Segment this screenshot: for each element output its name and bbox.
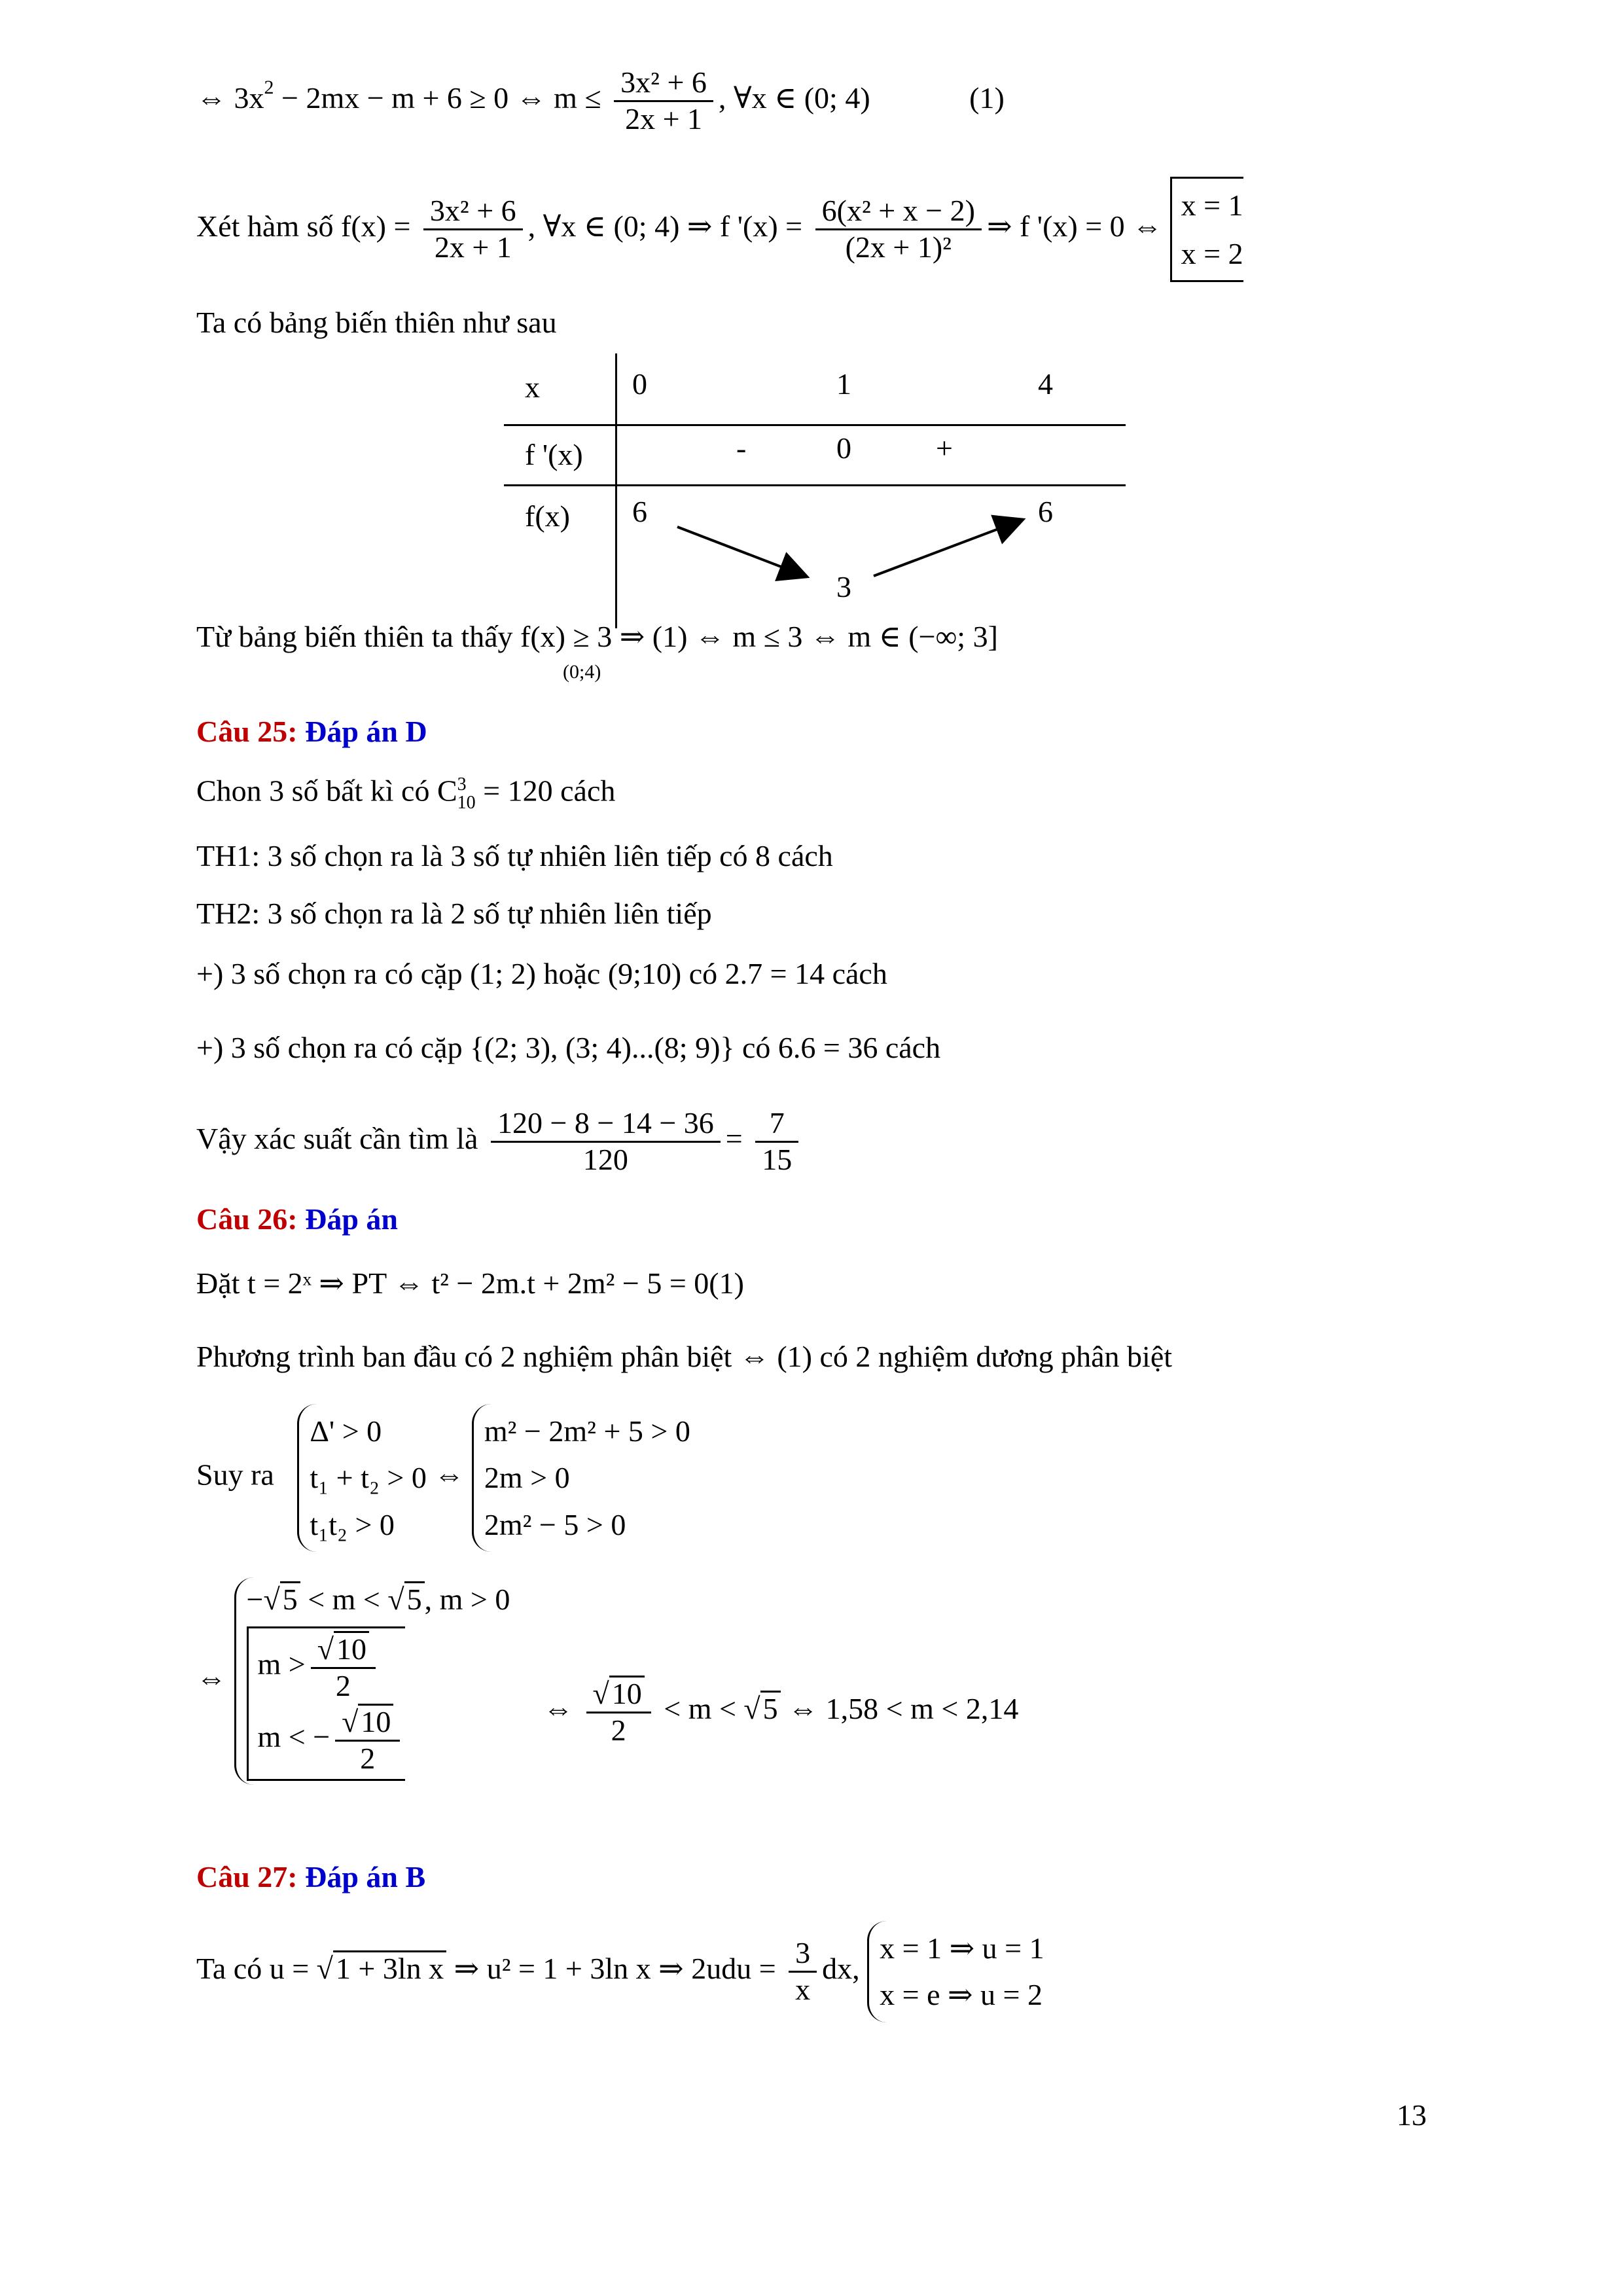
decrease-arrow: [677, 527, 805, 576]
table-header-value: 1: [836, 367, 851, 401]
line-text: ⇒ f '(x) = 0 ⇔: [986, 209, 1163, 243]
system-line: [196, 1404, 690, 1552]
exponent: 2: [264, 76, 274, 98]
denominator: (2x + 1)²: [845, 230, 952, 264]
subscript-domain: (0;4): [563, 661, 601, 683]
denominator: 120: [582, 1142, 628, 1176]
paragraph: Ta có bảng biến thiên như sau: [196, 306, 557, 339]
combination-indices: [457, 776, 476, 812]
numerator: 6(x² + x − 2): [815, 194, 982, 230]
union-bracket: [247, 1626, 406, 1781]
condition-system: [297, 1404, 427, 1552]
system-line: [196, 1577, 510, 1785]
bound: x = e ⇒ u = 2: [880, 1978, 1043, 2012]
numerator: 7: [755, 1106, 798, 1143]
iff-sign: ⇔: [434, 1458, 465, 1492]
table-header-value: 0: [632, 367, 647, 401]
solution-bracket: [1170, 177, 1243, 282]
probability-line: [196, 1106, 804, 1177]
sqrt-radicand: 1 + 3ln x: [333, 1950, 446, 1986]
line-text: Ta có u =: [196, 1951, 317, 1985]
denominator: 2: [360, 1741, 376, 1775]
iff-sign: ⇔: [196, 1660, 226, 1695]
line-text: dx,: [822, 1951, 860, 1985]
question-heading: [196, 1204, 398, 1234]
line-text: ⇔ 3x: [196, 81, 264, 115]
equation-tag: (1): [969, 81, 1005, 115]
combination-n: 10: [457, 793, 476, 813]
fraction: [789, 1936, 817, 2007]
denominator: 15: [762, 1142, 793, 1176]
function-line: [196, 177, 1243, 282]
line-text: Từ bảng biến thiên ta thấy f(x) ≥ 3 ⇒ (1) ⇔ m ≤ 3 ⇔ m ∈ (−∞; 3]: [196, 620, 998, 653]
answer-label: Đáp án B: [305, 1860, 426, 1893]
sign-cell: -: [736, 431, 747, 465]
line-text: Suy ra: [196, 1458, 274, 1492]
paragraph: +) 3 số chọn ra có cặp {(2; 3), (3; 4)...(8; 9)} có 6.6 = 36 cách: [196, 1031, 941, 1064]
fraction: [815, 194, 982, 265]
fraction: [586, 1676, 651, 1748]
minus-sign: −: [246, 1583, 264, 1616]
fraction: [614, 65, 713, 137]
condition-text: < m <: [300, 1583, 388, 1616]
numerator: 3x² + 6: [614, 65, 713, 102]
line-text: , ∀x ∈ (0; 4): [718, 81, 870, 115]
sqrt-radicand: 5: [760, 1691, 781, 1726]
condition-text: , m > 0: [424, 1583, 510, 1616]
table-row-label: f '(x): [525, 438, 583, 471]
condition-text: m >: [257, 1647, 306, 1681]
value-cell: 3: [836, 570, 851, 603]
fraction: [755, 1106, 798, 1177]
question-number: Câu 25:: [196, 715, 298, 748]
paragraph: TH2: 3 số chọn ra là 2 số tự nhiên liên tiếp: [196, 897, 712, 930]
line-text: − 2mx − m + 6 ≥ 0 ⇔ m ≤: [274, 81, 601, 115]
question-number: Câu 26:: [196, 1202, 298, 1236]
line-text: ⇒ u² = 1 + 3ln x ⇒ 2udu =: [446, 1951, 776, 1985]
denominator: 2x + 1: [625, 101, 703, 135]
solution-item: x = 2: [1181, 236, 1243, 270]
value-cell: 6: [632, 495, 647, 528]
value-cell: 6: [1038, 495, 1053, 528]
condition: Δ' > 0: [310, 1414, 382, 1448]
combination-k: 3: [457, 774, 467, 795]
line-text: Xét hàm số f(x) =: [196, 209, 411, 243]
numerator: 3x² + 6: [423, 194, 523, 230]
equals-sign: =: [725, 1121, 743, 1155]
answer-label: Đáp án: [305, 1202, 399, 1236]
line-text: Vậy xác suất cần tìm là: [196, 1121, 478, 1155]
fraction: [335, 1704, 400, 1776]
inequality-line: [196, 65, 1005, 137]
answer-label: Đáp án D: [305, 715, 427, 748]
sqrt-radicand: 5: [280, 1581, 300, 1617]
condition: m² − 2m² + 5 > 0: [484, 1414, 690, 1448]
denominator: 2: [335, 1669, 351, 1703]
condition: [258, 1704, 406, 1776]
paragraph: Phương trình ban đầu có 2 nghiệm phân biệt ⇔ (1) có 2 nghiệm dương phân biệt: [196, 1340, 1173, 1373]
question-heading: [196, 1862, 425, 1892]
denominator: 2: [611, 1713, 626, 1747]
condition: t₁ + t₂ > 0: [310, 1461, 427, 1495]
substitution-line: Ta có u = √1 + 3ln x ⇒ u² = 1 + 3ln x ⇒ 2udu = $\frac{3}{x}$ dx, x = 1 ⇒ u = 1 x = e ⇒ u = 2: [196, 1921, 1044, 2022]
condition: [258, 1631, 406, 1704]
table-header-x: x: [525, 370, 540, 404]
numerator: √10: [311, 1631, 376, 1669]
condition-system: [472, 1404, 690, 1552]
paragraph: Đặt t = 2ˣ ⇒ PT ⇔ t² − 2m.t + 2m² − 5 = 0(1): [196, 1266, 744, 1300]
conclusion-line: [196, 622, 998, 652]
denominator: x: [795, 1972, 811, 2006]
condition: −√5 < m < √5, m > 0: [246, 1583, 510, 1616]
fraction: [491, 1106, 721, 1177]
numerator: 3: [789, 1936, 817, 1973]
condition: 2m > 0: [484, 1461, 570, 1495]
sqrt-radicand: 10: [334, 1631, 369, 1666]
bound: x = 1 ⇒ u = 1: [880, 1931, 1044, 1965]
table-row-label: f(x): [525, 499, 570, 533]
sqrt-radicand: 5: [404, 1581, 425, 1617]
line-text: , ∀x ∈ (0; 4) ⇒ f '(x) =: [527, 209, 803, 243]
paragraph: TH1: 3 số chọn ra là 3 số tự nhiên liên tiếp có 8 cách: [196, 839, 833, 872]
sign-cell: +: [936, 431, 953, 465]
table-header-value: 4: [1038, 367, 1053, 401]
sqrt-radicand: 10: [358, 1704, 393, 1739]
variation-table: [504, 353, 1126, 628]
question-heading: [196, 717, 427, 747]
sqrt-radicand: 10: [609, 1676, 645, 1711]
bounds-system: [867, 1921, 1044, 2022]
numerator: √10: [586, 1676, 651, 1713]
fraction: [311, 1631, 376, 1704]
numerator: √10: [335, 1704, 400, 1742]
increase-arrow: [874, 520, 1021, 576]
solution-item: x = 1: [1181, 188, 1243, 222]
paragraph: +) 3 số chọn ra có cặp (1; 2) hoặc (9;10) có 2.7 = 14 cách: [196, 957, 887, 990]
condition-text: m < −: [257, 1719, 330, 1753]
line-text: ⇔ 1,58 < m < 2,14: [780, 1691, 1019, 1725]
condition: t₁t₂ > 0: [310, 1507, 395, 1541]
result-line: ⇔ $\frac{√10}{2}$ < m < √5 ⇔ 1,58 < m < 2,14: [543, 1677, 1019, 1747]
denominator: 2x + 1: [434, 230, 512, 264]
paragraph: [196, 776, 615, 812]
line-text: < m <: [656, 1691, 744, 1725]
iff-sign: ⇔: [543, 1691, 573, 1725]
sign-cell: 0: [836, 431, 851, 465]
condition-system: [234, 1577, 510, 1785]
variation-arrows: [504, 353, 1126, 628]
numerator: 120 − 8 − 14 − 36: [491, 1106, 721, 1143]
question-number: Câu 27:: [196, 1860, 298, 1893]
condition: 2m² − 5 > 0: [484, 1507, 626, 1541]
fraction: [423, 194, 523, 265]
page-number: 13: [1397, 2098, 1427, 2132]
line-text: = 120 cách: [475, 774, 616, 808]
line-text: Chon 3 số bất kì có C: [196, 774, 457, 808]
